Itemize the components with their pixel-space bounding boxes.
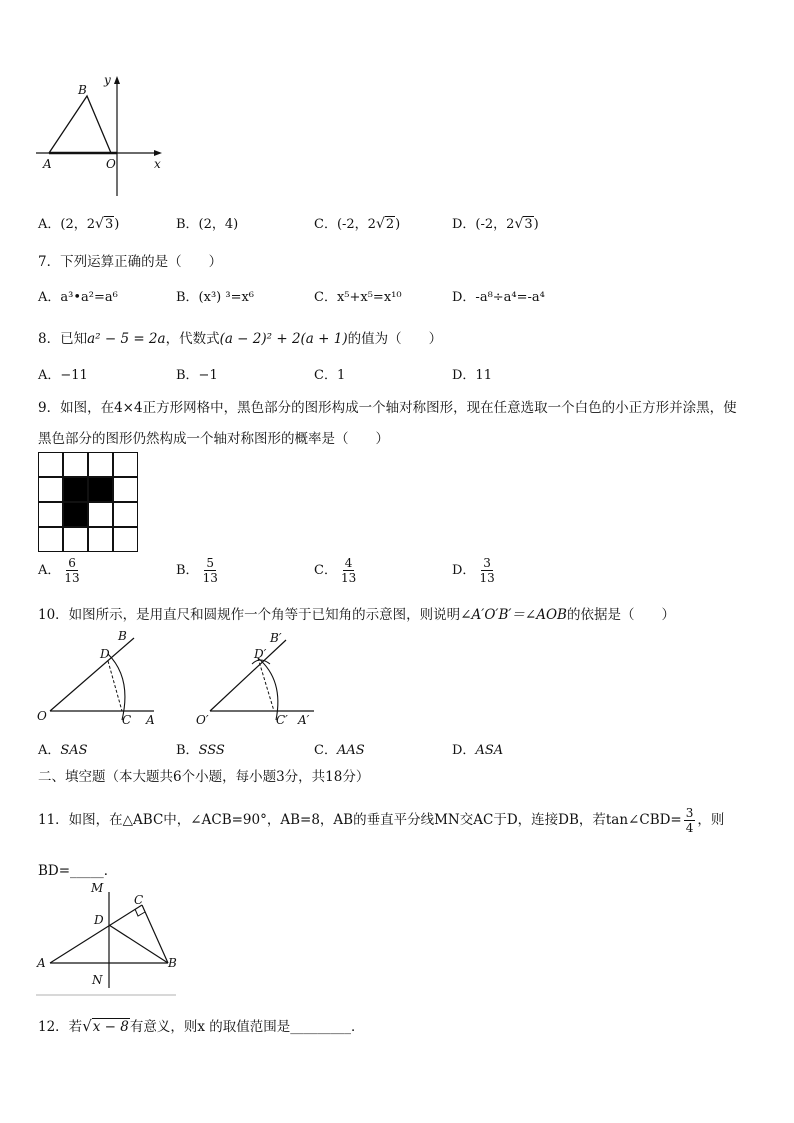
q9-stem-line1: 9．如图，在4×4正方形网格中，黑色部分的图形构成一个轴对称图形，现在任意选取一个白色的小正方形并涂黑，使 <box>38 400 737 416</box>
grid-cell <box>38 527 63 552</box>
q11-figure <box>34 880 180 1000</box>
label-b: B <box>168 956 177 970</box>
right-angle-mark <box>135 909 145 916</box>
grid-cell <box>38 452 63 477</box>
q11-answer-line[interactable]: BD=_____． <box>38 863 118 879</box>
q6-option-d-radicand: 3 <box>524 217 533 232</box>
q9-option-d[interactable]: D． $\frac{3}{13}$ <box>452 556 495 585</box>
label-b: B <box>78 83 87 97</box>
grid-cell <box>88 527 113 552</box>
label-d-prime: D′ <box>254 647 267 661</box>
q9-grid-figure <box>38 452 138 552</box>
grid-cell <box>113 452 138 477</box>
q10-figure-constructed-angle <box>194 628 324 730</box>
q7-option-c[interactable]: C．x⁵+x⁵=x¹⁰ <box>314 290 402 305</box>
grid-cell-black <box>63 502 88 527</box>
grid-cell <box>88 502 113 527</box>
q7-option-a[interactable]: A．a³•a²=a⁶ <box>38 290 118 305</box>
grid-cell <box>38 477 63 502</box>
q8-option-d[interactable]: D．11 <box>452 368 492 383</box>
q10-stem: 10．如图所示，是用直尺和圆规作一个角等于已知角的示意图，则说明∠A′O′B′＝∠AOB的依据是（ ） <box>38 607 675 623</box>
label-a: A <box>43 157 52 171</box>
label-x: x <box>154 157 161 171</box>
q6-option-c-radicand: 2 <box>385 217 395 232</box>
grid-cell-black <box>88 477 113 502</box>
label-d: D <box>100 647 110 661</box>
label-y: y <box>104 73 111 87</box>
label-d: D <box>94 913 104 927</box>
grid-cell <box>88 452 113 477</box>
q8-option-b[interactable]: B．−1 <box>176 368 218 383</box>
label-o: O <box>37 709 47 723</box>
q9-option-d-fraction: $\frac{3}{13}$ <box>479 556 495 585</box>
q9-option-c[interactable]: C． $\frac{4}{13}$ <box>314 556 357 585</box>
q6-option-d[interactable]: D．(-2，2√3) <box>452 216 539 232</box>
label-o-prime: O′ <box>196 713 209 727</box>
q9-option-a-fraction: $\frac{6}{13}$ <box>64 556 80 585</box>
label-c-prime: C′ <box>276 713 288 727</box>
grid-cell <box>113 502 138 527</box>
q7-option-b[interactable]: B．(x³) ³=x⁶ <box>176 290 255 305</box>
q10-option-b[interactable]: B．SSS <box>176 743 225 758</box>
figure-bottom-shade <box>36 994 176 996</box>
q6-option-b[interactable]: B．(2，4) <box>176 217 239 232</box>
dashed-dc <box>108 661 122 711</box>
q6-option-c[interactable]: C．(-2，2√2) <box>314 216 401 232</box>
q10-angle-expression: ∠A′O′B′＝∠AOB <box>460 607 567 623</box>
grid-cell-black <box>63 477 88 502</box>
q6-figure <box>36 72 166 200</box>
q6-option-a-radicand: 3 <box>104 217 114 232</box>
q11-fraction: $\frac{3}{4}$ <box>685 806 694 835</box>
label-a: A <box>37 956 46 970</box>
ray-ob-prime <box>210 640 286 711</box>
q12-radicand: x − 8 <box>92 1019 129 1035</box>
triangle-sides <box>49 96 111 153</box>
grid-cell <box>38 502 63 527</box>
x-axis-arrow <box>154 150 162 156</box>
grid-cell <box>113 477 138 502</box>
label-a: A <box>146 713 155 727</box>
label-a-prime: A′ <box>298 713 310 727</box>
section-heading: 二、填空题（本大题共6个小题，每小题3分，共18分） <box>38 769 370 785</box>
q8-option-a[interactable]: A．−11 <box>38 368 88 383</box>
y-axis-arrow <box>114 76 120 84</box>
label-c: C <box>134 893 144 907</box>
q8-condition: a² − 5 = 2a <box>87 331 166 347</box>
arc-cd <box>108 654 125 720</box>
q11-stem: 11．如图，在△ABC中，∠ACB=90°，AB=8，AB的垂直平分线MN交AC于D，连接DB，若tan∠CBD= $\frac{3}{4}$ ，则 <box>38 806 725 835</box>
q9-option-b[interactable]: B． $\frac{5}{13}$ <box>176 556 218 585</box>
q10-option-d[interactable]: D．ASA <box>452 743 504 758</box>
q8-expression: (a − 2)² + 2(a + 1) <box>219 331 348 347</box>
q7-option-d[interactable]: D．-a⁸÷a⁴=-a⁴ <box>452 290 545 305</box>
q7-stem: 7．下列运算正确的是（ ） <box>38 254 223 270</box>
q8-option-c[interactable]: C．1 <box>314 368 346 383</box>
q9-stem-line2: 黑色部分的图形仍然构成一个轴对称图形的概率是（ ） <box>38 431 389 447</box>
label-b-prime: B′ <box>270 631 282 645</box>
q9-option-c-fraction: $\frac{4}{13}$ <box>340 556 357 585</box>
q9-option-a[interactable]: A． $\frac{6}{13}$ <box>38 556 80 585</box>
q6-option-a[interactable]: A．(2，2√3) <box>38 216 120 232</box>
label-m: M <box>91 881 104 895</box>
grid-cell <box>63 452 88 477</box>
label-o: O <box>106 157 116 171</box>
q9-option-b-fraction: $\frac{5}{13}$ <box>202 556 218 585</box>
q8-stem: 8．已知a² − 5 = 2a，代数式(a − 2)² + 2(a + 1)的值为（ ） <box>38 331 443 347</box>
q10-figure-original-angle <box>34 628 164 730</box>
grid-cell <box>113 527 138 552</box>
grid-cell <box>63 527 88 552</box>
q10-option-c[interactable]: C．AAS <box>314 743 365 758</box>
label-c: C <box>122 713 132 727</box>
q12-stem: 12．若√x − 8有意义，则x 的取值范围是_________． <box>38 1017 365 1035</box>
q10-option-a[interactable]: A．SAS <box>38 743 88 758</box>
label-b: B <box>118 629 127 643</box>
label-n: N <box>92 973 103 987</box>
